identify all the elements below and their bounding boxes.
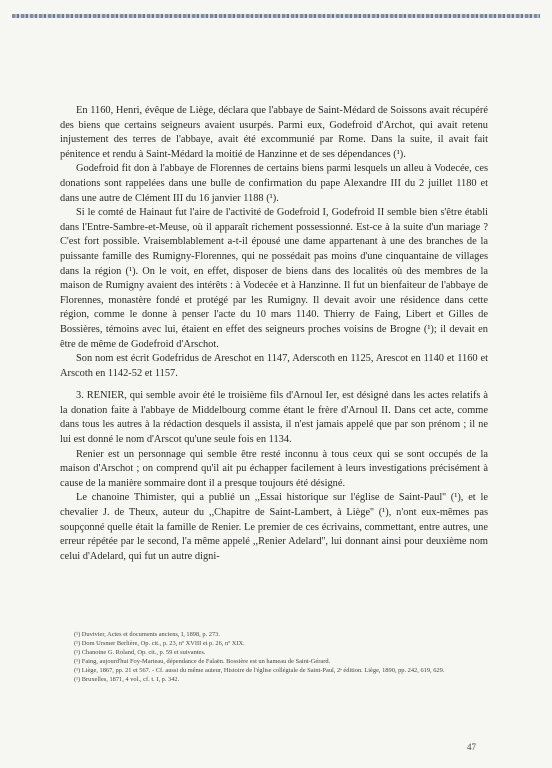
- footnote-2: (¹) Dom Ursmer Berlière, Op. cit., p. 23, nº XVIII et p. 26, nº XIX.: [74, 640, 245, 648]
- page-number: 47: [467, 742, 476, 752]
- footnote-4: (¹) Faing, aujourd'hui Foy-Marteau, dépendance de Falaën. Bossière est un hameau de Saint-Gérard.: [74, 658, 331, 666]
- footnote-6: (¹) Bruxelles, 1871, 4 vol., cf. t. I, p. 342.: [74, 676, 180, 684]
- paragraph-6: Renier est un personnage qui semble être resté inconnu à tous ceux qui se sont occupés de la maison d'Arschot ; on comprend qu'il ait pu échapper facilement à leurs investigations précisément à cause de la manière sommaire dont il a presque toujours été désigné.: [60, 448, 488, 489]
- paragraph-7: Le chanoine Thimister, qui a publié un ,,Essai historique sur l'église de Saint-Paul'' (¹), et le chevalier J. de Theux, auteur du ,,Chapitre de Saint-Lambert, à Liège'' (¹), n'ont eux-mêmes pas soupçonné quelle était la famille de Renier. Le premier de ces écrivains, commettant, entre autres, une erreur répétée par le second, l'a même appelé ,,Renier Adelard'', lui donnant ainsi pour deuxième nom celui d'Adelard, qui fut un autre digni-: [60, 492, 488, 562]
- paragraph-4: Son nom est écrit Godefridus de Areschot en 1147, Aderscoth en 1125, Arescot en 1140 et 1160 et Arscoth en 1142-52 et 1157.: [60, 353, 488, 379]
- footnote-1: (¹) Duvivier, Actes et documents anciens, I, 1898, p. 273.: [74, 631, 220, 638]
- footnotes: [60, 630, 488, 685]
- body-text: [60, 104, 488, 564]
- footnote-5: (¹) Liège, 1867, pp. 21 et 567. - Cf. aussi du même auteur, Histoire de l'église collégiale de Saint-Paul, 2ᵉ édition. Liège, 1890, pp. 242, 619, 629.: [74, 667, 445, 675]
- paragraph-5: 3. RENIER, qui semble avoir été le troisième fils d'Arnoul Ier, est désigné dans les actes relatifs à la donation faite à l'abbaye de Middelbourg comme étant le frère d'Arnoul II. Dans cet acte, comme dans tous les autres à la rédaction desquels il assista, il n'est jamais appelé que par son prénom ; il ne lui est donné le nom d'Arscot qu'une seule fois en 1134.: [60, 390, 488, 446]
- paragraph-3: Si le comté de Hainaut fut l'aire de l'activité de Godefroid I, Godefroid II semble bien s'être établi dans l'Entre-Sambre-et-Meuse, où il apparaît richement possessionné. Est-ce à la suite d'un mariage ? C'est fort possible. Vraisemblablement a-t-il épousé une dame appartenant à une des branches de la puissante famille des Rumigny-Florennes, qui ne possédait pas moins d'une cinquantaine de villages dans la région (¹). On le voit, en effet, disposer de biens dans des localités où des membres de la maison de Rumigny avaient des intérêts : à Vodecée et à Hanzinne. Il fut un bienfaiteur de l'abbaye de Florennes, monastère fondé et protégé par les Rumigny. Il devait avoir une résidence dans cette région, comme le donne à penser l'acte du 10 mars 1140. Thierry de Faing, Libert et Gilles de Bossières, témoins avec lui, étaient en effet des seigneurs proches voisins de Brogne (¹); il devait en être de même de Godefroid d'Arschot.: [60, 207, 488, 350]
- footnote-3: (¹) Chanoine G. Roland, Op. cit., p. 59 et suivantes.: [74, 649, 206, 657]
- paragraph-1: En 1160, Henri, évêque de Liège, déclara que l'abbaye de Saint-Médard de Soissons avait récupéré des biens que certains seigneurs avaient usurpés. Parmi eux, Godefroid d'Archot, qui avait retenu injustement des terres de l'abbaye, avait été excommunié par Rome. Dans la suite, il avait fait pénitence et rendu à Saint-Médard la moitié de Hanzinne et de ses dépendances (¹).: [60, 105, 488, 160]
- decorative-header-rule: [12, 14, 540, 18]
- paragraph-2: Godefroid fit don à l'abbaye de Florennes de certains biens parmi lesquels un alleu à Vodecée, ces donations sont rappelées dans une bulle de confirmation du pape Alexandre III du 2 juillet 1180 et dans une autre de Clément III du 16 janvier 1188 (¹).: [60, 163, 488, 204]
